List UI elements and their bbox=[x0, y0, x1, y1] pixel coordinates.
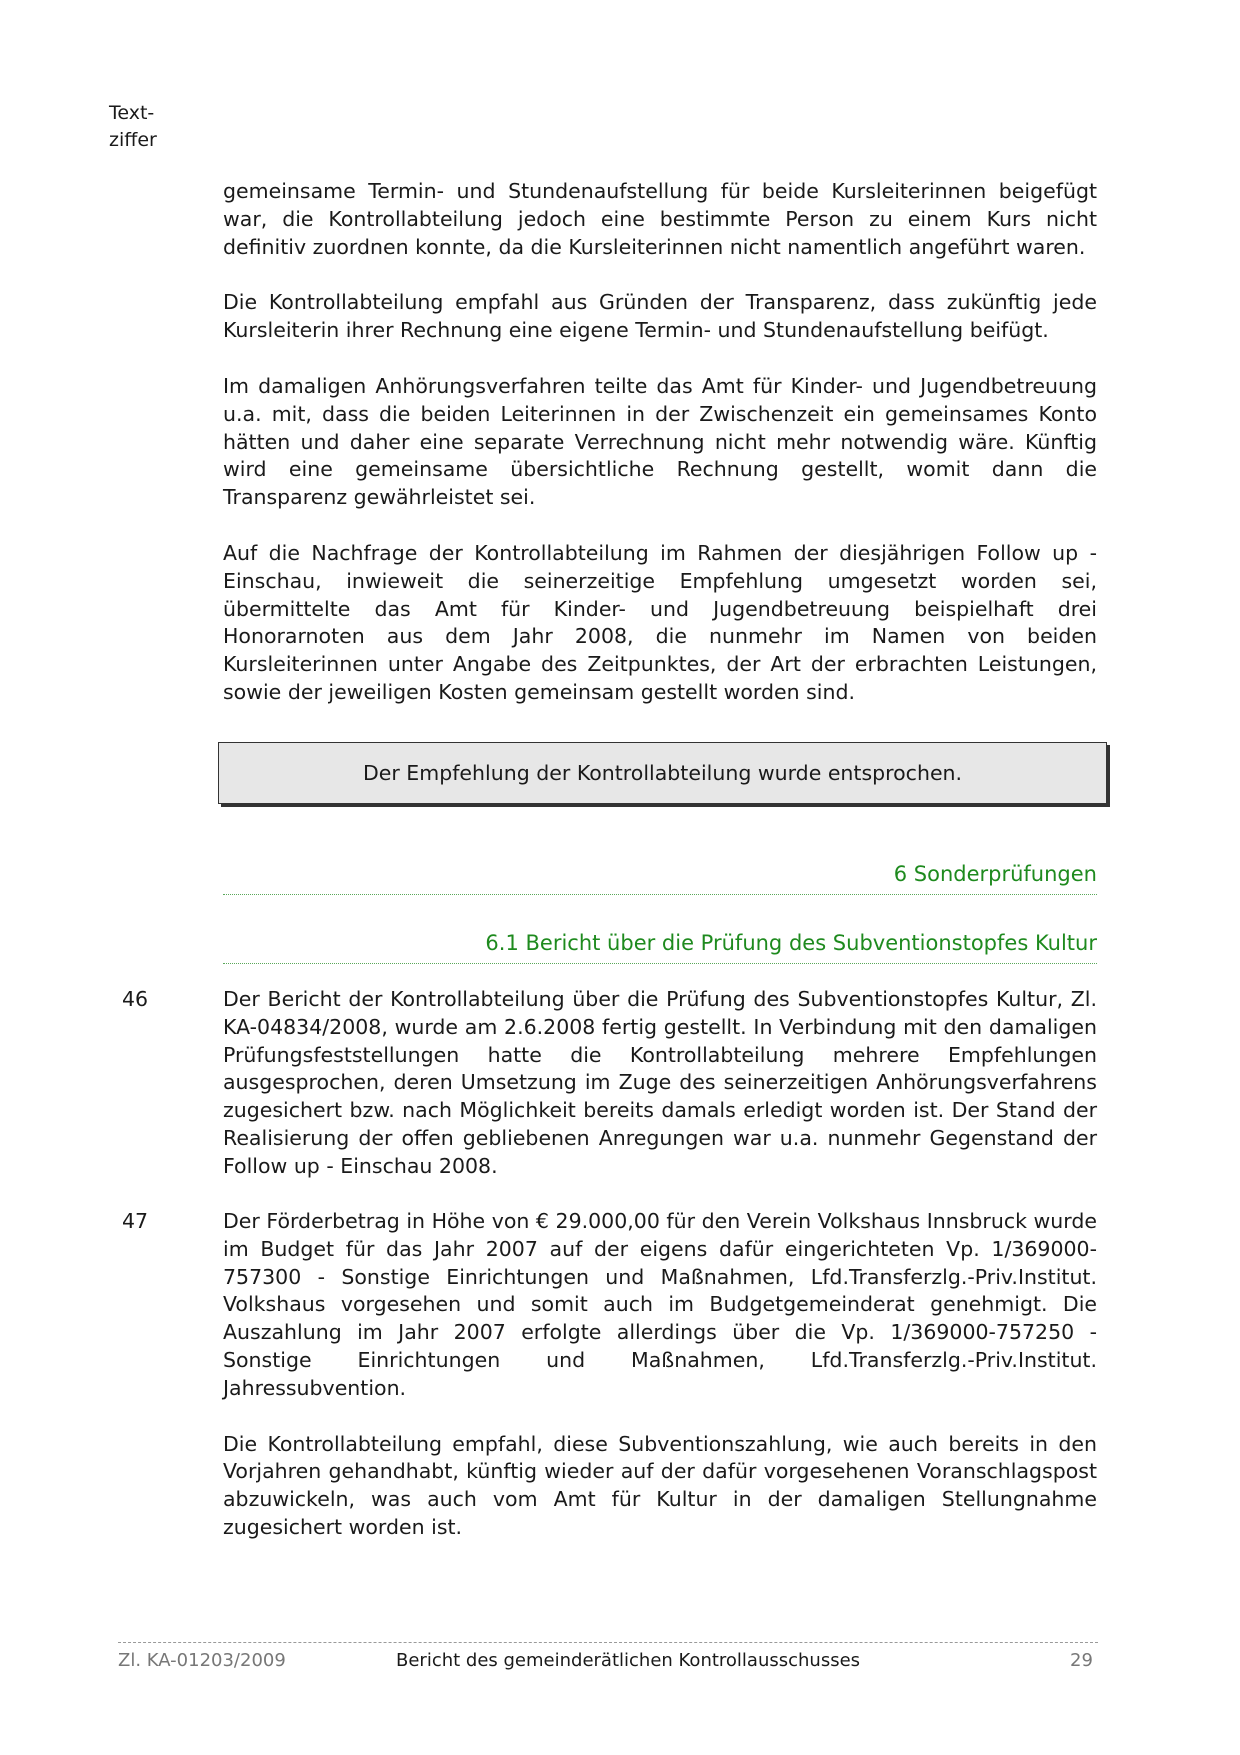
footer-reference: Zl. KA-01203/2009 bbox=[118, 1650, 286, 1671]
recommendation-box-text: Der Empfehlung der Kontrollabteilung wurde entsprochen. bbox=[362, 761, 963, 785]
section-heading-6-1: 6.1 Bericht über die Prüfung des Subventionstopfes Kultur bbox=[223, 929, 1097, 964]
footer-divider bbox=[118, 1642, 1098, 1643]
paragraph-block-top bbox=[223, 178, 1097, 707]
tz-47-text-2: Die Kontrollabteilung empfahl, diese Subventionszahlung, wie auch bereits in den Vorjahren gehandhabt, künftig wieder auf der dafür vorgesehenen Voranschlagspost abzuwickeln, was auch vom Amt für Kultur in der damaligen Stellungnahme zugesichert worden ist. bbox=[223, 1431, 1097, 1539]
paragraph-1: gemeinsame Termin- und Stundenaufstellung für beide Kursleiterinnen beigefügt war, die Kontrollabteilung jedoch eine bestimmte Person zu einem Kurs nicht definitiv zuordnen konnte, da die Kursleiterinnen nicht namentlich angeführt waren. bbox=[223, 179, 1097, 259]
margin-label-line2: ziffer bbox=[109, 129, 157, 151]
paragraph-2: Die Kontrollabteilung empfahl aus Gründen der Transparenz, dass zukünftig jede Kursleiterin ihrer Rechnung eine eigene Termin- und Stundenaufstellung beifügt. bbox=[223, 290, 1097, 343]
tz-46-block bbox=[223, 986, 1097, 1181]
tz-number-46: 46 bbox=[122, 987, 149, 1011]
paragraph-3: Im damaligen Anhörungsverfahren teilte das Amt für Kinder- und Jugendbetreuung u.a. mit, dass die beiden Leiterinnen in der Zwischenzeit ein gemeinsames Konto hätten und daher eine separate Verrechnung nicht mehr notwendig wäre. Künftig wird eine gemeinsame übersichtliche Rechnung gestellt, womit dann die Transparenz gewährleistet sei. bbox=[223, 373, 1097, 510]
margin-label-line1: Text- bbox=[109, 102, 155, 124]
paragraph-4: Auf die Nachfrage der Kontrollabteilung im Rahmen der diesjährigen Follow up - Einschau, inwieweit die seinerzeitige Empfehlung umgesetzt worden sei, übermittelte das Amt für Kinder- und Jugendbetreuung beispielhaft drei Honorarnoten aus dem Jahr 2008, die nunmehr im Namen von beiden Kursleiterinnen unter Angabe des Zeitpunktes, der Art der erbrachten Leistungen, sowie der jeweiligen Kosten gemeinsam gestellt worden sind. bbox=[223, 540, 1097, 704]
recommendation-box bbox=[218, 742, 1107, 804]
footer-title: Bericht des gemeinderätlichen Kontrollausschusses bbox=[396, 1650, 861, 1671]
tz-47-block bbox=[223, 1208, 1097, 1542]
tz-46-text: Der Bericht der Kontrollabteilung über die Prüfung des Subventionstopfes Kultur, Zl. KA-04834/2008, wurde am 2.6.2008 fertig gestellt. In Verbindung mit den damaligen Prüfungsfeststellungen hatte die Kontrollabteilung mehrere Empfehlungen ausgesprochen, deren Umsetzung im Zuge des seinerzeitigen Anhörungsverfahrens zugesichert bzw. nach Möglichkeit bereits damals erledigt worden ist. Der Stand der Realisierung der offen gebliebenen Anregungen war u.a. nunmehr Gegenstand der Follow up - Einschau 2008. bbox=[223, 987, 1097, 1178]
tz-number-47: 47 bbox=[122, 1209, 149, 1233]
section-heading-6: 6 Sonderprüfungen bbox=[223, 860, 1097, 895]
tz-47-text: Der Förderbetrag in Höhe von € 29.000,00 für den Verein Volkshaus Innsbruck wurde im Budget für das Jahr 2007 auf der eigens dafür eingerichteten Vp. 1/369000-757300 - Sonstige Einrichtungen und Maßnahmen, Lfd.Transferzlg.-Priv.Institut. Volkshaus vorgesehen und somit auch im Budgetgemeinderat genehmigt. Die Auszahlung im Jahr 2007 erfolgte allerdings über die Vp. 1/369000-757250 - Sonstige Einrichtungen und Maßnahmen, Lfd.Transferzlg.-Priv.Institut. Jahressubvention. bbox=[223, 1209, 1097, 1400]
margin-label bbox=[109, 100, 157, 154]
footer-page-number: 29 bbox=[1070, 1650, 1093, 1671]
